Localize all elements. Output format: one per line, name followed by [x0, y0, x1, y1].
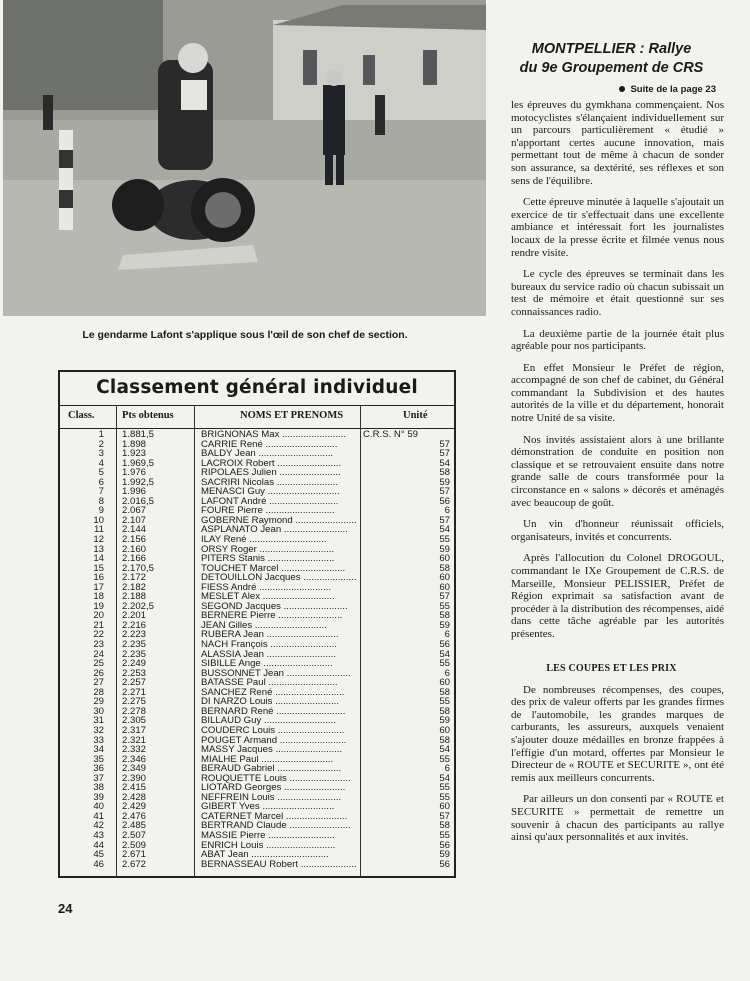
name-cell: BILLAUD Guy ...........................: [201, 716, 336, 726]
table-body: [60, 430, 454, 869]
rank-cell: 4: [98, 457, 104, 469]
points-cell: 1.923: [122, 448, 147, 460]
table-row: [60, 745, 454, 755]
points-cell: 2.271: [122, 686, 147, 698]
rank-cell: 41: [93, 810, 104, 822]
rank-cell: 38: [93, 782, 104, 794]
points-cell: 2.349: [122, 763, 147, 775]
name-cell: BERTRAND Claude .......................: [201, 821, 351, 831]
table-row: [60, 468, 454, 478]
header-names: NOMS ET PRENOMS: [240, 410, 344, 421]
table-row: [60, 707, 454, 717]
article-paragraph: De nombreuses récompenses, des coupes, des prix de valeur offerts par les grandes firmes de l'automobile, les grandes marques de carburants, les assureurs, auxquels venaient s'ajouter douze médailles en bronze frappées à l'effigie d'un motard, offertes par Monsieur le Directeur de « ROUTE et SECURITE », ont été remis aux meilleurs concurrents.: [511, 683, 724, 784]
rank-cell: 28: [93, 686, 104, 698]
points-cell: 2.182: [122, 581, 147, 593]
name-cell: BRIGNONAS Max ........................: [201, 430, 346, 440]
rank-cell: 8: [98, 495, 104, 507]
page-number: 24: [58, 901, 73, 916]
unit-cell: 55: [439, 753, 450, 765]
rank-cell: 24: [93, 648, 104, 660]
name-cell: ROUQUETTE Louis .......................: [201, 773, 351, 784]
points-cell: 2.485: [122, 820, 147, 832]
table-row: [60, 764, 454, 774]
name-cell: JEAN Gilles ...........................: [201, 620, 327, 631]
rank-cell: 3: [98, 448, 104, 460]
unit-cell: C.R.S. N° 59: [363, 429, 419, 440]
unit-cell: 55: [439, 782, 450, 794]
points-cell: 2.107: [122, 514, 147, 526]
unit-cell: 55: [439, 658, 450, 670]
points-cell: 2.275: [122, 696, 147, 708]
points-cell: 2.671: [122, 849, 147, 861]
points-cell: 2.235: [122, 639, 147, 651]
unit-cell: 55: [439, 696, 450, 708]
points-cell: 2.507: [122, 829, 147, 841]
table-row: [60, 487, 454, 497]
points-cell: 2.305: [122, 715, 147, 727]
article-paragraph: Nos invités assistaient alors à une brillante démonstration de conduite en position non classique et se retrouvaient ensuite dans notre grande salle de cours transformée pour la circonstance en « salons » décorés et aménagés avec beaucoup de goût.: [511, 433, 724, 509]
name-cell: POUGET Armand .........................: [201, 735, 347, 746]
ranking-table: [58, 370, 456, 878]
unit-cell: 58: [439, 610, 450, 622]
table-row: [60, 783, 454, 793]
points-cell: 2.160: [122, 543, 147, 555]
points-cell: 2.156: [122, 534, 147, 546]
rank-cell: 5: [98, 467, 104, 479]
table-row: [60, 841, 454, 851]
table-row: [60, 611, 454, 621]
unit-cell: 60: [439, 581, 450, 593]
points-cell: 2.172: [122, 572, 147, 584]
article-paragraph: Le cycle des épreuves se terminait dans les bureaux du service radio où chacun subissait un test de mémoire et était questionné sur ses connaissances radio.: [511, 268, 724, 318]
table-row: [60, 650, 454, 660]
section-subhead: LES COUPES ET LES PRIX: [546, 662, 677, 674]
points-cell: 2.216: [122, 619, 147, 631]
name-cell: BERNARD René ..........................: [201, 706, 346, 717]
points-cell: 1.881,5: [122, 429, 155, 440]
name-cell: ALASSIA Jean ..........................: [201, 649, 336, 660]
name-cell: PITERS Stanis .........................: [201, 554, 335, 564]
rank-cell: 20: [93, 610, 104, 622]
table-row: [60, 621, 454, 631]
table-row: [60, 640, 454, 650]
rank-cell: 26: [93, 667, 104, 679]
rank-cell: 10: [93, 514, 104, 526]
table-row: [60, 831, 454, 841]
photo-scene: [3, 0, 486, 316]
unit-cell: 54: [439, 524, 450, 536]
rank-cell: 37: [93, 772, 104, 784]
unit-cell: 54: [439, 457, 450, 469]
rank-cell: 45: [93, 849, 104, 861]
unit-cell: 60: [439, 572, 450, 584]
unit-cell: 54: [439, 744, 450, 756]
rank-cell: 35: [93, 753, 104, 765]
unit-cell: 56: [439, 858, 450, 870]
unit-cell: 60: [439, 724, 450, 736]
points-cell: 2.188: [122, 591, 147, 603]
unit-cell: 56: [439, 639, 450, 651]
table-row: [60, 821, 454, 831]
points-cell: 2.067: [122, 505, 147, 517]
header-unit: Unité: [403, 410, 428, 421]
name-cell: ILAY René .............................: [201, 535, 327, 545]
points-cell: 2.346: [122, 753, 147, 765]
name-cell: BERAUD Gabriel ........................: [201, 764, 342, 774]
name-cell: FOURE Pierre ..........................: [201, 506, 335, 516]
name-cell: DETOUILLON Jacques ....................: [201, 573, 357, 583]
rank-cell: 7: [98, 486, 104, 498]
table-row: [60, 812, 454, 822]
points-cell: 2.170,5: [122, 562, 155, 574]
name-cell: COUDERC Louis .........................: [201, 725, 345, 736]
points-cell: 2.144: [122, 524, 147, 536]
name-cell: ABAT Jean .............................: [201, 850, 329, 860]
unit-cell: 59: [439, 849, 450, 861]
points-cell: 2.249: [122, 658, 147, 670]
table-row: [60, 592, 454, 602]
name-cell: SIBILLE Ange ..........................: [201, 659, 333, 669]
points-cell: 2.509: [122, 839, 147, 851]
unit-cell: 59: [439, 619, 450, 631]
unit-cell: 58: [439, 820, 450, 832]
points-cell: 2.390: [122, 772, 147, 784]
points-cell: 1.976: [122, 467, 147, 479]
name-cell: FIESS André ...........................: [201, 582, 332, 593]
points-cell: 2.672: [122, 858, 147, 870]
header-class: Class.: [68, 410, 95, 421]
points-cell: 2.166: [122, 553, 147, 565]
rank-cell: 44: [93, 839, 104, 851]
unit-cell: 59: [439, 476, 450, 488]
points-cell: 2.253: [122, 667, 147, 679]
points-cell: 2.429: [122, 801, 147, 813]
unit-cell: 57: [439, 810, 450, 822]
points-cell: 2.223: [122, 629, 147, 641]
name-cell: NEFFREIN Louis ........................: [201, 792, 342, 803]
unit-cell: 57: [439, 448, 450, 460]
points-cell: 1.969,5: [122, 457, 155, 469]
headline-line-2: du 9e Groupement de CRS: [519, 60, 704, 76]
table-row: [60, 478, 454, 488]
rank-cell: 22: [93, 629, 104, 641]
unit-cell: 59: [439, 543, 450, 555]
points-cell: 2.016,5: [122, 495, 155, 507]
table-row: [60, 430, 454, 440]
table-row: [60, 516, 454, 526]
article-paragraph: La deuxième partie de la journée était plus agréable pour nos participants.: [511, 327, 724, 353]
points-cell: 2.317: [122, 724, 147, 736]
unit-cell: 6: [444, 667, 450, 679]
bullet-icon: [619, 86, 625, 92]
name-cell: RUBERA Jean ...........................: [201, 630, 339, 641]
name-cell: TOUCHET Marcel ........................: [201, 563, 346, 574]
name-cell: RIPOLAES Julien .......................: [201, 468, 341, 478]
name-cell: ASPLANATO Jean ........................: [201, 525, 348, 536]
points-cell: 2.202,5: [122, 600, 155, 612]
name-cell: GOBERNE Raymond .......................: [201, 515, 357, 526]
table-row: [60, 554, 454, 564]
table-row: [60, 669, 454, 679]
table-row: [60, 774, 454, 784]
rank-cell: 19: [93, 600, 104, 612]
points-cell: 2.235: [122, 648, 147, 660]
unit-cell: 57: [439, 514, 450, 526]
points-cell: 2.332: [122, 744, 147, 756]
rank-cell: 31: [93, 715, 104, 727]
unit-cell: 57: [439, 591, 450, 603]
header-points: Pts obtenus: [122, 410, 174, 421]
unit-cell: 59: [439, 715, 450, 727]
table-row: [60, 525, 454, 535]
rank-cell: 27: [93, 677, 104, 689]
name-cell: LAFONT André ..........................: [201, 496, 339, 507]
rank-cell: 23: [93, 639, 104, 651]
unit-cell: 58: [439, 734, 450, 746]
article-paragraph: Après l'allocution du Colonel DROGOUL, commandant le IXe Groupement de C.R.S. de Marseille, Monsieur PELISSIER, Préfet de Région exprimait sa satisfaction avant de procéder à la distribution des récompenses, aidé dans cette tâche agréable par les autorités présentes.: [511, 552, 724, 640]
unit-cell: 6: [444, 505, 450, 517]
unit-cell: 55: [439, 829, 450, 841]
continued-note: [499, 84, 724, 95]
table-row: [60, 802, 454, 812]
name-cell: BUSSONNET Jean ........................: [201, 668, 351, 679]
unit-cell: 58: [439, 467, 450, 479]
name-cell: CATERNET Marcel .......................: [201, 811, 348, 822]
unit-cell: 55: [439, 791, 450, 803]
points-cell: 2.428: [122, 791, 147, 803]
table-row: [60, 506, 454, 516]
unit-cell: 57: [439, 486, 450, 498]
rank-cell: 32: [93, 724, 104, 736]
article-paragraph: les épreuves du gymkhana commençaient. Nos motocyclistes s'élançaient individuellement sur un parcours particulièrement « étudié » n'apportant certes aucune innovation, mais permettant tout de même à chacun de sonder son assurance, sa dextérité, ses réflexes et son sens de l'équilibre.: [511, 99, 724, 187]
photo-caption: Le gendarme Lafont s'applique sous l'œil de son chef de section.: [82, 329, 408, 341]
rank-cell: 13: [93, 543, 104, 555]
unit-cell: 6: [444, 629, 450, 641]
table-row: [60, 850, 454, 860]
rank-cell: 42: [93, 820, 104, 832]
rank-cell: 14: [93, 553, 104, 565]
rank-cell: 17: [93, 581, 104, 593]
name-cell: MASSIE Pierre .........................: [201, 830, 335, 841]
article-paragraph: Un vin d'honneur réunissait officiels, organisateurs, invités et concurrents.: [511, 518, 724, 543]
table-row: [60, 678, 454, 688]
unit-cell: 54: [439, 772, 450, 784]
headline-line-1: MONTPELLIER : Rallye: [531, 41, 692, 57]
name-cell: MASSY Jacques .........................: [201, 745, 343, 755]
table-row: [60, 535, 454, 545]
rank-cell: 18: [93, 591, 104, 603]
name-cell: SANCHEZ René ..........................: [201, 687, 345, 698]
points-cell: 2.257: [122, 677, 147, 689]
unit-cell: 54: [439, 648, 450, 660]
rank-cell: 39: [93, 791, 104, 803]
table-row: [60, 697, 454, 707]
rank-cell: 9: [98, 505, 104, 517]
name-cell: CARRIE René ...........................: [201, 439, 338, 450]
rank-cell: 29: [93, 696, 104, 708]
article-paragraph: Par ailleurs un don consenti par « ROUTE et SECURITE » permettait de remettre un souvenir à chacun des participants au rallye ainsi qu'aux personnalités et aux invités.: [511, 793, 724, 844]
rank-cell: 30: [93, 705, 104, 717]
points-cell: 2.201: [122, 610, 147, 622]
unit-cell: 58: [439, 686, 450, 698]
name-cell: BERNASSEAU Robert .....................: [201, 859, 357, 870]
table-row: [60, 583, 454, 593]
name-cell: BATASSE Paul ..........................: [201, 678, 338, 688]
points-cell: 1.992,5: [122, 476, 155, 488]
name-cell: BALDY Jean ............................: [201, 449, 334, 459]
name-cell: GIBERT Yves ...........................: [201, 802, 335, 812]
article-column: [499, 40, 724, 853]
unit-cell: 57: [439, 438, 450, 450]
table-row: [60, 726, 454, 736]
table-row: [60, 440, 454, 450]
continued-text: Suite de la page 23: [630, 84, 716, 95]
rank-cell: 34: [93, 744, 104, 756]
points-cell: 2.321: [122, 734, 147, 746]
table-row: [60, 449, 454, 459]
rank-cell: 25: [93, 658, 104, 670]
table-row: [60, 688, 454, 698]
table-row: [60, 545, 454, 555]
rank-cell: 46: [93, 858, 104, 870]
unit-cell: 60: [439, 801, 450, 813]
table-row: [60, 860, 454, 870]
unit-cell: 55: [439, 534, 450, 546]
rank-cell: 16: [93, 572, 104, 584]
points-cell: 2.415: [122, 782, 147, 794]
rank-cell: 12: [93, 534, 104, 546]
unit-cell: 58: [439, 562, 450, 574]
rank-cell: 11: [94, 524, 104, 536]
name-cell: MESLET Alex ...........................: [201, 592, 335, 602]
name-cell: NACH François .........................: [201, 640, 337, 650]
points-cell: 1.996: [122, 486, 147, 498]
table-title: Classement général individuel: [96, 377, 418, 398]
table-row: [60, 564, 454, 574]
table-row: [60, 573, 454, 583]
article-paragraph: En effet Monsieur le Préfet de région, accompagné de son chef de cabinet, du Général commandant la Subdivision et des hautes autorités de la ville et du département, honorait notre Unité de sa visite.: [511, 361, 724, 425]
name-cell: SEGOND Jacques ........................: [201, 601, 348, 612]
unit-cell: 60: [439, 677, 450, 689]
name-cell: SACRIRI Nicolas .......................: [201, 477, 339, 488]
rank-cell: 6: [98, 476, 104, 488]
name-cell: ENRICH Louis ..........................: [201, 840, 336, 851]
rank-cell: 40: [93, 801, 104, 813]
table-row: [60, 736, 454, 746]
name-cell: DI NARZO Louis ........................: [201, 697, 340, 707]
points-cell: 1.898: [122, 438, 147, 450]
article-paragraph: Cette épreuve minutée à laquelle s'ajoutait un exercice de tir s'effectuait dans une excellente ambiance et intéressait fort les journalistes locaux de la presse écrite et filmée venus nous rendre visite.: [511, 196, 724, 259]
unit-cell: 55: [439, 600, 450, 612]
table-row: [60, 459, 454, 469]
name-cell: BERNERE Pierre ........................: [201, 611, 343, 621]
unit-cell: 6: [444, 763, 450, 775]
motorcycle-photo: [3, 0, 486, 316]
rank-cell: 36: [93, 763, 104, 775]
points-cell: 2.278: [122, 705, 147, 717]
rank-cell: 21: [93, 619, 104, 631]
unit-cell: 60: [439, 553, 450, 565]
rank-cell: 15: [93, 562, 104, 574]
rank-cell: 43: [93, 829, 104, 841]
table-row: [60, 602, 454, 612]
table-row: [60, 659, 454, 669]
table-header: [60, 405, 454, 429]
name-cell: ORSY Roger ............................: [201, 544, 335, 555]
name-cell: MENASCI Guy ...........................: [201, 487, 340, 497]
unit-cell: 56: [439, 839, 450, 851]
table-row: [60, 793, 454, 803]
table-row: [60, 716, 454, 726]
rank-cell: 33: [93, 734, 104, 746]
table-row: [60, 630, 454, 640]
rank-cell: 1: [98, 429, 104, 440]
name-cell: LIOTARD Georges .......................: [201, 783, 346, 793]
name-cell: MIALHE Paul ...........................: [201, 754, 334, 765]
table-row: [60, 755, 454, 765]
article-headline: [499, 40, 724, 78]
unit-cell: 56: [439, 495, 450, 507]
unit-cell: 58: [439, 705, 450, 717]
rank-cell: 2: [98, 438, 104, 450]
table-row: [60, 497, 454, 507]
name-cell: LACROIX Robert ........................: [201, 458, 342, 469]
points-cell: 2.476: [122, 810, 147, 822]
